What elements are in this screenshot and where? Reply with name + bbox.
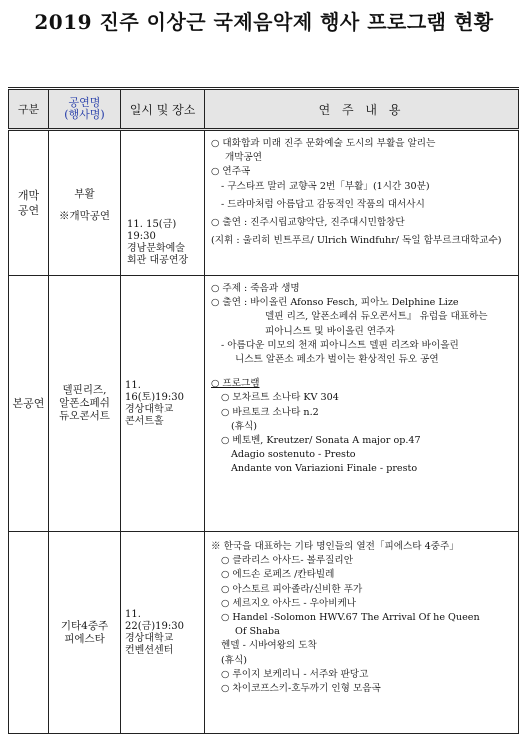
header-event: [49, 89, 121, 130]
row-category: [9, 276, 49, 532]
content-line: ○ 연주곡: [211, 166, 251, 178]
content-line: ○ 프로그램: [211, 378, 260, 390]
program-table: [8, 87, 519, 734]
content-line: 니스트 알폰소 페소가 벌이는 환상적인 듀오 공연: [235, 354, 439, 366]
row-content: [205, 276, 519, 532]
header-category: [9, 89, 49, 130]
content-line: ○ Handel -Solomon HWV.67 The Arrival Of he Queen: [221, 612, 480, 624]
content-line: ○ 대화합과 미래 진주 문화예술 도시의 부활을 알리는: [211, 138, 436, 149]
row-datetime: [121, 532, 205, 734]
row-category-text: 개막 공연: [17, 189, 40, 217]
header-datetime-label: 일시 및 장소: [129, 102, 196, 117]
content-line: ○ 에드손 로페즈 /칸타빌레: [221, 569, 335, 581]
content-line: ※ 한국을 대표하는 기타 명인들의 열전「피에스타 4중주」: [211, 541, 459, 552]
row-datetime: [121, 130, 205, 276]
content-line: - 구스타프 말러 교향곡 2번「부활」(1시간 30분): [221, 180, 430, 192]
content-line: ○ 출연 : 바이올린 Afonso Fesch, 피아노 Delphine Lize: [211, 297, 459, 309]
content-line: ○ 세르지오 아사드 - 우아비케나: [221, 597, 357, 609]
content-line: (휴식): [221, 654, 248, 666]
table-row-main: [9, 276, 519, 532]
content-line: ○ 루이지 보케리니 - 서주와 판당고: [221, 668, 369, 680]
content-line: ○ 모차르트 소나타 KV 304: [221, 392, 339, 404]
row-category: [9, 130, 49, 276]
content-line: - 아름다운 미모의 천재 피아니스트 델핀 리즈와 바이올린: [221, 339, 459, 351]
content-line: Of Shaba: [235, 626, 280, 638]
content-line: ○ 클라리스 아사드- 볼루질리안: [221, 555, 353, 567]
header-event-label: 공연명 (행사명): [64, 96, 105, 121]
content-line: ○ 바르토크 소나타 n.2: [221, 406, 319, 418]
row-event: [49, 276, 121, 532]
content-line: 개막공연: [225, 152, 263, 164]
content-line: 피아니스트 및 바이올린 연주자: [265, 325, 395, 337]
content-line: ○ 출연 : 진주시립교향악단, 진주대시민합창단: [211, 217, 405, 229]
content-line: (휴식): [231, 420, 258, 432]
table-row-opening: [9, 130, 519, 276]
row-content: [205, 130, 519, 276]
content-line: ○ 차이코프스키-호두까기 인형 모음곡: [221, 683, 381, 695]
row-datetime-text: 11. 22(금)19:30 경상대학교 컨벤션센터: [125, 608, 185, 656]
row-event: [49, 532, 121, 734]
content-line: [211, 367, 512, 377]
row-event: [49, 130, 121, 276]
content-line: Adagio sostenuto - Presto: [231, 449, 356, 461]
header-content-label: 연 주 내 용: [318, 102, 405, 117]
content-line: - 드라마처럼 아름답고 감동적인 작품의 대서사시: [221, 198, 425, 210]
header-category-label: 구분: [17, 103, 40, 116]
row-event-text: 부활 ※개막공연: [58, 188, 111, 222]
table-header-row: [9, 89, 519, 130]
page-title: 2019 진주 이상근 국제음악제 행사 프로그램 현황: [34, 10, 494, 34]
content-line: ○ 아스토르 피아졸라/신비한 푸가: [221, 583, 363, 595]
row-datetime-text: 11. 15(금) 19:30 경남문화예술 회관 대공연장: [127, 219, 189, 266]
row-category: [9, 532, 49, 734]
row-event-text: 델핀리즈, 알폰소페쉬 듀오콘서트: [59, 384, 110, 422]
table-row-guitar: [9, 532, 519, 734]
row-event-text: 기타4중주 피에스타: [60, 619, 109, 645]
content-line: Andante von Variazioni Finale - presto: [231, 463, 418, 475]
row-datetime-text: 11. 16(토)19:30 경상대학교 콘서트홀: [125, 379, 185, 427]
header-content: [205, 89, 519, 130]
content-line: ○ 주제 : 죽음과 생명: [211, 283, 300, 294]
content-line: 델핀 리즈, 알폰소페쉬 듀오콘서트』 유럽을 대표하는: [265, 311, 488, 323]
row-category-text: 본공연: [12, 397, 45, 410]
content-line: ○ 베토벤, Kreutzer/ Sonata A major op.47: [221, 435, 421, 447]
header-datetime: [121, 89, 205, 130]
content-line: 헨델 - 시바여왕의 도착: [221, 640, 317, 652]
row-datetime: [121, 276, 205, 532]
content-line: (지휘 : 울리히 빈트푸르/ Ulrich Windfuhr/ 독일 함부르크대학교수): [211, 235, 502, 247]
row-content: [205, 532, 519, 734]
